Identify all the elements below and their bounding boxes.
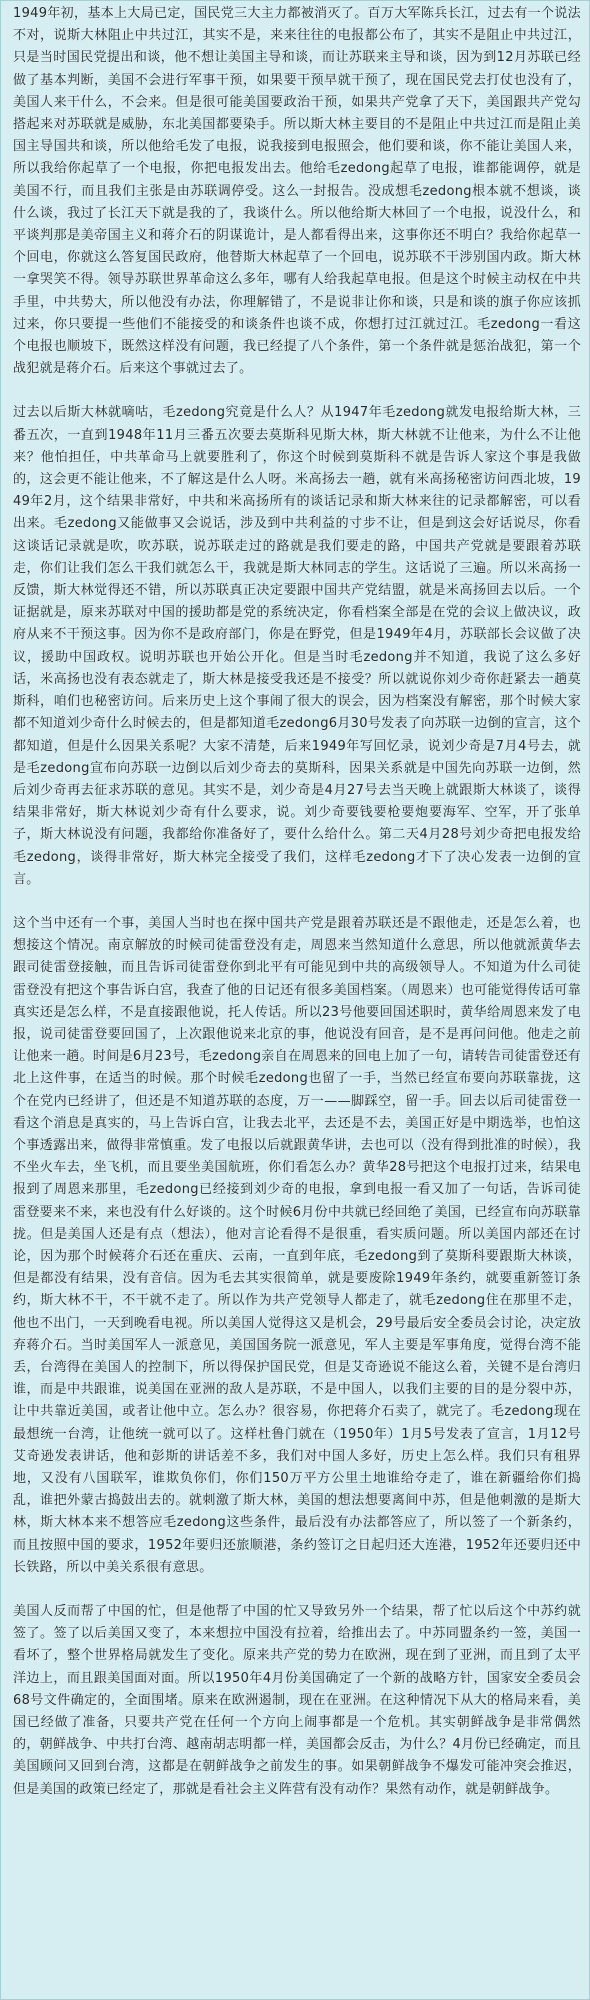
paragraph-4: 美国人反而帮了中国的忙，但是他帮了中国的忙又导致另外一个结果，帮了忙以后这个中苏约就签了。签了以后美国又变了，本来想拉中国没有拉着，给推出去了。中苏同盟条约一签，美国一看坏了，整个世界格局就发生了变化。原来共产党的势力在欧洲，现在到了亚洲，而且到了太平洋边上，而且跟美国面对面。所以1950年4月份美国确定了一个新的战略方针，国家安全委员会68号文件确定的，全面围堵。原来在欧洲遏制，现在在亚洲。在这种情况下从大的格局来看，美国已经做了准备，只要共产党在任何一个方向上闹事都是一个危机。其实朝鲜战争是非常偶然的，朝鲜战争、中共打台湾、越南胡志明都一样，美国都会反击，为什么？4月份已经确定，而且美国顾问又回到台湾，这都是在朝鲜战争之前发生的事。如果朝鲜战争不爆发可能冲突会推迟，但是美国的政策已经定了，那就是看社会主义阵营有没有动作？果然有动作，就是朝鲜战争。 bbox=[13, 1604, 581, 1797]
paragraph-2: 过去以后斯大林就嘀咕，毛zedong究竟是什么人？从1947年毛zedong就发电报给斯大林，三番五次，一直到1948年11月三番五次要去莫斯科见斯大林，斯大林就不让他来，为什么不让他来？他怕担任，中共革命马上就要胜利了，你这个时候到莫斯科不就是告诉人家这个事是我做的，这会更不能让他来，不了解这是什么人呀。米高扬去一趟，就有米高扬秘密访问西北坡，1949年2月，这个结果非常好，中共和米高扬所有的谈话记录和斯大林来往的记录都解密，可以看出来。毛zedong又能做事又会说话，涉及到中共利益的寸步不让，但是到这会好话说尽，你看这谈话记录就是吹，吹苏联，说苏联走过的路就是我们要走的路，中国共产党就是要跟着苏联走，你们让我们怎么干我们就怎么干，我就是斯大林同志的学生。这话说了三遍。所以米高扬一反馈，斯大林觉得还不错，所以苏联真正决定要跟中国共产党结盟，就是米高扬回去以后。一个证据就是，原来苏联对中国的援助都是党的系统决定，你看档案全部是在党的会议上做决议，政府从来不干预这事。因为你不是政府部门，你是在野党，但是1949年4月，苏联部长会议做了决议，援助中国政权。说明苏联也开始公开化。但是当时毛zedong并不知道，我说了这么多好话，米高扬也没有表态就走了，斯大林是接受我还是不接受？所以就说你刘少奇你赶紧去一趟莫斯科，咱们也秘密访问。后来历史上这个事闹了很大的误会，因为档案没有解密，那个时候大家都不知道刘少奇什么时候去的，但是都知道毛zedong6月30号发表了向苏联一边倒的宣言，这个都知道，但是什么因果关系呢？大家不清楚，后来1949年写回忆录，说刘少奇是7月4号去，就是毛zedong宣布向苏联一边倒以后刘少奇去的莫斯科，因果关系就是中国先向苏联一边倒，然后刘少奇再去征求苏联的意见。其实不是，刘少奇是4月27号去当天晚上就跟斯大林谈了，谈得结果非常好，斯大林说刘少奇有什么要求，说。刘少奇要钱要枪要炮要海军、空军，开了张单子，斯大林说没有问题，我都给你准备好了，要什么给什么。第二天4月28号刘少奇把电报发给毛zedong，谈得非常好，斯大林完全接受了我们，这样毛zedong才下了决心发表一边倒的宣言。 bbox=[13, 405, 581, 887]
paragraph-3: 这个当中还有一个事，美国人当时也在探中国共产党是跟着苏联还是不跟他走，还是怎么着，也想接这个情况。南京解放的时候司徒雷登没有走，周恩来当然知道什么意思，所以他就派黄华去跟司徒雷登接触，而且告诉司徒雷登你到北平有可能见到中共的高级领导人。不知道为什么司徒雷登没有把这个事告诉白宫，我查了他的日记还有很多美国档案。（周恩来）也可能觉得传话可靠真实还是怎么样，不是直接跟他说，托人传话。所以23号他要回国述职时，黄华给周恩来发了电报，说司徒雷登要回国了，上次跟他说来北京的事，他说没有回音，是不是再问问他。他走之前让他来一趟。时间是6月23号，毛zedong亲自在周恩来的回电上加了一句，请转告司徒雷登还有北上这件事，在适当的时候。那个时候毛zedong也留了一手，当然已经宣布要向苏联靠拢，这个在党内已经讲了，但还是不知道苏联的态度，万一——脚踩空，留一手。回去以后司徒雷登一看这个消息是真实的，马上告诉白宫，让我去北平，去还是不去，美国正好是中期选举，也怕这个事透露出来，做得非常慎重。发了电报以后就跟黄华讲，去也可以（没有得到批准的时候），我不坐火车去，坐飞机，而且要坐美国航班，你们看怎么办？黄华28号把这个电报打过来，结果电报到了周恩来那里，毛zedong已经接到刘少奇的电报，拿到电报一看又加了一句话，告诉司徒雷登要来不来，来也没有什么好谈的。这个时候6月份中共就已经回绝了美国，已经宣布向苏联靠拢。但是美国人还是有点（想法），他对言论看得不是很重，看实质问题。所以美国内部还在讨论，因为那个时候蒋介石还在重庆、云南，一直到年底，毛zedong到了莫斯科要跟斯大林谈，但是都没有结果，没有音信。因为毛去其实很简单，就是要废除1949年条约，就要重新签订条约，斯大林不干，不干就不走了。所以作为共产党领导人都走了，就毛zedong住在那里不走，他也不出门，一天到晚看电视。所以美国人觉得这又是机会，29号最后安全委员会讨论，决定放弃蒋介石。当时美国军人一派意见，美国国务院一派意见，军人主要是军事角度，觉得台湾不能丢，台湾得在美国人的控制下，所以得保护国民党，但是艾奇逊说不能这么着，关键不是台湾归谁，而是中共跟谁，说美国在亚洲的敌人是苏联，不是中国人，以我们主要的目的是分裂中苏，让中共靠近美国，或者让他中立。怎么办？很容易，你把蒋介石卖了，就完了。毛zedong现在最想统一台湾，让他统一就可以了。这样杜鲁门就在（1950年）1月5号发表了宣言，1月12号艾奇逊发表讲话，他和彭斯的讲话差不多，我们对中国人多好，历史上怎么样。我们只有租界地，又没有八国联军，谁欺负你们，你们150万平方公里土地谁给夺走了，谁在新疆给你们捣乱，谁把外蒙古捣鼓出去的。就刺激了斯大林，美国的想法想要离间中苏，但是他刺激的是斯大林，斯大林本来不想答应毛zedong这些条件，最后没有办法都答应了，所以签了一个新条约，而且按照中国的要求，1952年要归还旅顺港，条约签订之日起归还大连港，1952年还要归还中长铁路，所以中美关系很有意思。 bbox=[13, 915, 581, 1575]
paragraph-1: 1949年初，基本上大局已定，国民党三大主力都被消灭了。百万大军陈兵长江，过去有一个说法不对，说斯大林阻止中共过江，其实不是，来来往往的电报都公布了，其实不是阻止中共过江，只是当时国民党提出和谈，他不想让美国主导和谈，而让苏联来主导和谈，因为到12月苏联已经做了基本判断，美国不会进行军事干预，如果要干预早就干预了，现在国民党去打仗也没有了，美国人来干什么，不会来。但是很可能美国要政治干预，如果共产党拿了天下，美国跟共产党勾搭起来对苏联就是威胁，东北美国都要染手。所以斯大林主要目的不是阻止中共过江而是阻止美国主导国共和谈，所以他给毛发了电报，说我接到电报照会，他们要和谈，你不能让美国人来，所以我给你起草了一个电报，你把电报发出去。他给毛zedong起草了电报，谁都能调停，就是美国不行，而且我们主张是由苏联调停受。这么一封报告。没成想毛zedong根本就不想谈，谈什么谈，我过了长江天下就是我的了，我谈什么。所以他给斯大林回了一个电报，说没什么，和平谈判那是美帝国主义和蒋介石的阴谋诡计，是人都看得出来，这事你还不明白？我给你起草一个回电，你就这么答复国民政府，他替斯大林起草了一个回电，说苏联不干涉别国内政。斯大林一拿哭笑不得。领导苏联世界革命这么多年，哪有人给我起草电报。但是这个时候主动权在中共手里，中共势大，所以他没有办法，你理解错了，不是说非让你和谈，只是和谈的旗子你应该抓过来，你只要提一些他们不能接受的和谈条件也谈不成，你想打过江就过江。毛zedong一看这个电报也顺坡下，既然这样没有问题，我已经提了八个条件，第一个条件就是惩治战犯，第一个战犯就是蒋介石。后来这个事就过去了。 bbox=[13, 6, 581, 377]
